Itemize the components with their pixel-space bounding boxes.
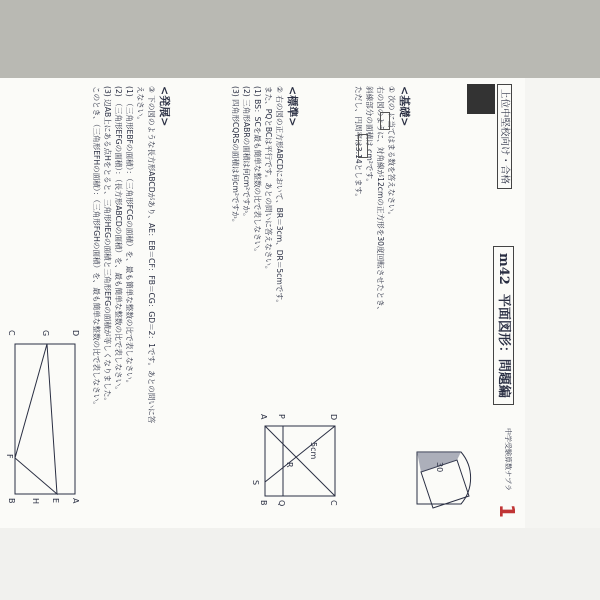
subtitle: 中学受験算数ナプラ xyxy=(504,428,512,491)
section-hatten: <発展> xyxy=(158,86,171,127)
fig2-label-5cm: 5cm xyxy=(309,442,318,460)
q2-line-3: (1) BS：SCを最も簡単な整数の比で表しなさい。 xyxy=(253,86,262,256)
q1-line-1: ① 次の に当てはまる数を答えなさい。 xyxy=(387,86,396,220)
page-title: 平面図形：問題編 xyxy=(496,293,511,398)
q3-line-4: (2) （三角形EFGの面積）：（長方形ABCDの面積）を、最も簡単な整数の比で表しなさい。 xyxy=(114,86,123,394)
q2-line-1: ② 右の図の正方形ABCDにおいて、BR＝3cm、DR＝5cmです。 xyxy=(275,86,284,307)
unit-code: m42 xyxy=(496,253,511,285)
fig2-label-D: D xyxy=(329,414,338,421)
q3-line-2: えなさい。 xyxy=(136,86,145,124)
fig3-label-B: B xyxy=(7,498,16,504)
section-kiso: <基礎> xyxy=(398,86,411,127)
fig3-label-C: C xyxy=(7,330,16,336)
fig3-label-A: A xyxy=(71,498,80,504)
fig3-label-D: D xyxy=(71,330,80,337)
page-number: 1 xyxy=(495,504,519,518)
fig2-label-C: C xyxy=(329,500,338,506)
fig3-label-E: E xyxy=(51,498,60,504)
logo xyxy=(467,84,495,114)
q3-text xyxy=(91,86,157,423)
fig2-label-P: P xyxy=(277,414,286,419)
fig2-label-A: A xyxy=(259,414,268,420)
q1-blank-box xyxy=(377,112,396,130)
title-box xyxy=(496,246,515,405)
fig2-label-Q: Q xyxy=(277,500,286,507)
figure-2 xyxy=(245,410,345,510)
q3-line-5: (3) 辺AB上にある点Hをとると、三角形HEGの面積と三角形EFGの面積が等しくなりました。 xyxy=(103,86,112,405)
q2-text xyxy=(230,86,285,307)
fig3-label-G: G xyxy=(41,330,50,337)
q2-line-4: (2) 三角形ABRの面積は何cm²ですか。 xyxy=(242,86,251,221)
figure-3 xyxy=(5,328,85,508)
q2-line-5: (3) 四角形CQRSの面積は何cm²ですか。 xyxy=(231,86,240,227)
q1-line-2: 右の図のように、対角線が12cmの正方形を30度回転させたとき、 xyxy=(376,86,385,315)
q2-line-2: また、PQとBCは平行です。あとの問いに答えなさい。 xyxy=(264,86,273,274)
q1-answer-box xyxy=(355,134,374,158)
fig2-label-B: B xyxy=(259,500,268,506)
fig2-label-S: S xyxy=(251,480,260,486)
level-tag: 上位中堅校向け・合格 xyxy=(498,84,517,189)
background-top xyxy=(0,0,600,78)
q1-line-4: ただし、円周率は3.14とします。 xyxy=(354,86,363,202)
fig2-label-R: R xyxy=(285,462,294,468)
section-hyojun: <標準> xyxy=(286,86,299,127)
background-bottom xyxy=(0,528,600,600)
q1-line-3: 斜線部分の面積は cm²です。 xyxy=(365,86,374,186)
q3-line-6: このとき、（三角形EFHの面積）：（三角形FGHの面積）を、最も簡単な整数の比で表しなさい。 xyxy=(92,86,101,409)
fig3-label-F: F xyxy=(5,454,14,459)
fig1-angle-label: 30 xyxy=(435,462,444,473)
q3-line-1: ③ 下の図のような長方形ABCDがあり、AE：EB＝CF：FB＝CG：GD＝2：1です。あとの問いに答 xyxy=(147,86,156,424)
q3-line-3: (1) （三角形EBFの面積）：（三角形FCGの面積）を、最も簡単な整数の比で表しなさい。 xyxy=(125,86,134,388)
figure-1 xyxy=(403,438,483,518)
worksheet-page xyxy=(0,78,525,528)
fig3-label-H: H xyxy=(31,498,40,505)
